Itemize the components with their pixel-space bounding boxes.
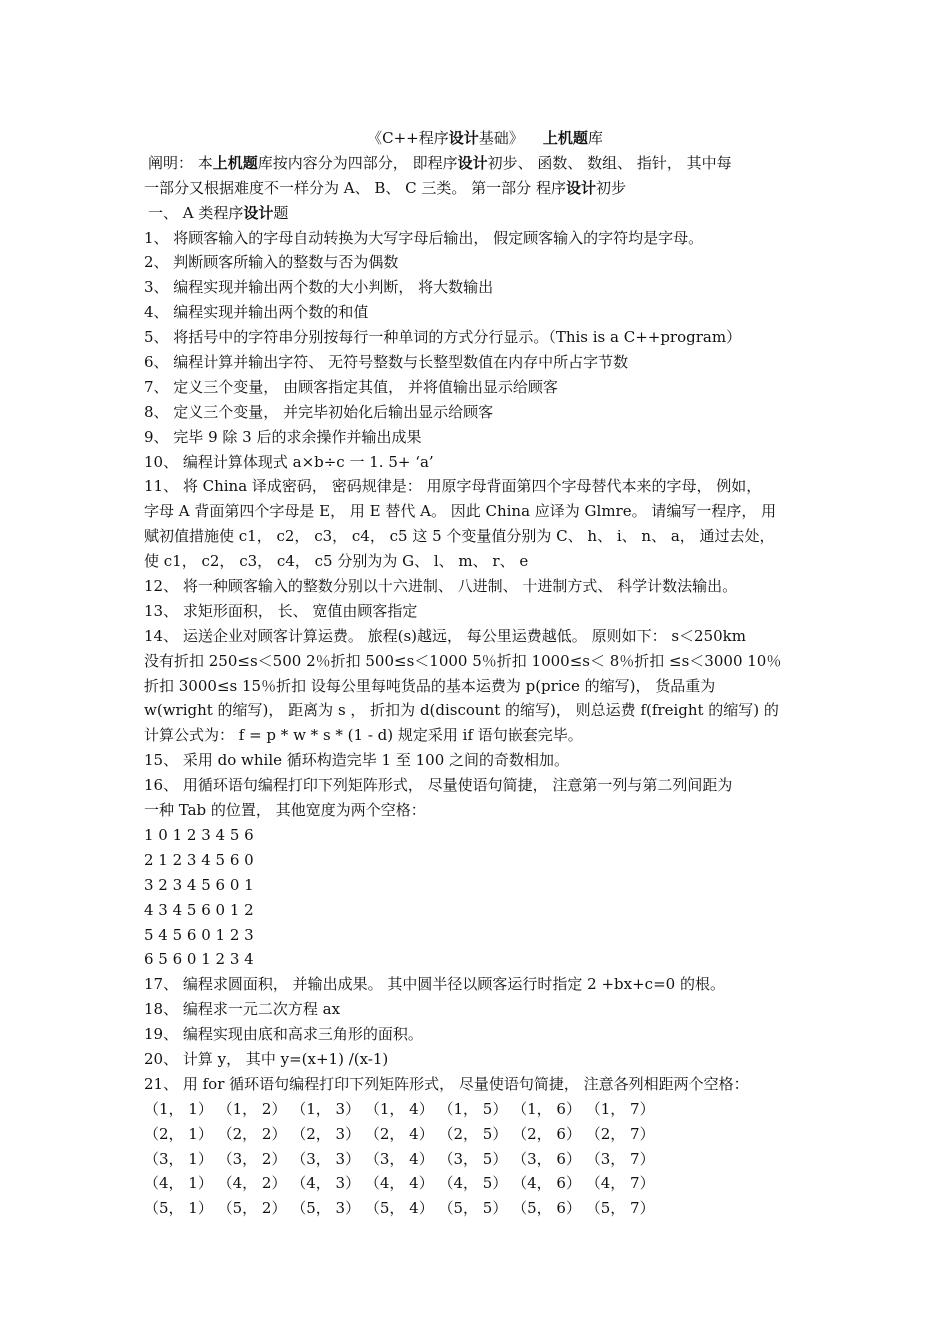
exercise-line: 一种 Tab 的位置， 其他宽度为两个空格：	[144, 801, 426, 820]
exercise-line: 5 4 5 6 0 1 2 3	[144, 925, 254, 944]
exercise-line: 8、 定义三个变量， 并完毕初始化后输出显示给顾客	[144, 402, 494, 421]
exercise-line: 7、 定义三个变量， 由顾客指定其值， 并将值输出显示给顾客	[144, 377, 558, 396]
intro-line-2: 一部分又根据难度不一样分为 A、 B、 C 三类。 第一部分 程序设计初步	[144, 178, 626, 197]
document-page	[144, 126, 820, 1221]
exercise-line: 20、 计算 y， 其中 y=(x+1) /(x-1)	[144, 1049, 389, 1068]
intro-line-1: 阐明： 本上机题库按内容分为四部分， 即程序设计初步、 函数、 数组、 指针， 其中每	[148, 153, 732, 172]
exercise-line: 6、 编程计算并输出字符、 无符号整数与长整型数值在内存中所占字节数	[144, 353, 629, 372]
exercise-line: 3 2 3 4 5 6 0 1	[144, 875, 254, 894]
exercise-line: 4、 编程实现并输出两个数的和值	[144, 303, 369, 322]
exercise-line: 赋初值措施使 c1， c2， c3， c4， c5 这 5 个变量值分别为 C、 h、 i、 n、 a， 通过去处，	[144, 527, 775, 546]
exercise-line: 21、 用 for 循环语句编程打印下列矩阵形式， 尽量使语句简捷， 注意各列相距两个空格：	[144, 1074, 749, 1093]
exercise-line: 5、 将括号中的字符串分别按每行一种单词的方式分行显示。（This is a C++program）	[144, 328, 742, 347]
document-title: 《C++程序设计基础》 上机题库	[367, 129, 603, 147]
exercise-line: 16、 用循环语句编程打印下列矩阵形式， 尽量使语句简捷， 注意第一列与第二列间距为	[144, 776, 733, 795]
exercise-line: w(wright 的缩写)， 距离为 s ， 折扣为 d(discount 的缩写)， 则总运费 f(freight 的缩写) 的	[144, 701, 779, 720]
exercise-line: 1、 将顾客输入的字母自动转换为大写字母后输出， 假定顾客输入的字符均是字母。	[144, 228, 704, 247]
exercise-line: 字母 A 背面第四个字母是 E， 用 E 替代 A。 因此 China 应译为 Glmre。 请编写一程序， 用	[144, 502, 777, 521]
exercise-line: （3， 1） （3， 2） （3， 3） （3， 4） （3， 5） （3， 6） （3， 7）	[144, 1149, 655, 1168]
exercise-line: 2 1 2 3 4 5 6 0	[144, 850, 254, 869]
exercise-line: 15、 采用 do while 循环构造完毕 1 至 100 之间的奇数相加。	[144, 751, 570, 770]
section-heading: 一、 A 类程序设计题	[148, 203, 289, 222]
exercise-line: 13、 求矩形面积， 长、 宽值由顾客指定	[144, 601, 418, 620]
exercise-line: 2、 判断顾客所输入的整数与否为偶数	[144, 253, 399, 272]
exercise-line: 使 c1， c2， c3， c4， c5 分别为为 G、 l、 m、 r、 e	[144, 552, 529, 571]
exercise-line: 10、 编程计算体现式 a×b÷c 一 1. 5+ ‘a’	[144, 452, 434, 471]
exercise-line: 3、 编程实现并输出两个数的大小判断， 将大数输出	[144, 278, 494, 297]
exercise-line: 计算公式为： f = p * w * s * (1 - d) 规定采用 if 语句嵌套完毕。	[144, 726, 583, 745]
exercise-line: （1， 1） （1， 2） （1， 3） （1， 4） （1， 5） （1， 6） （1， 7）	[144, 1099, 655, 1118]
exercise-line: （2， 1） （2， 2） （2， 3） （2， 4） （2， 5） （2， 6） （2， 7）	[144, 1124, 655, 1143]
exercise-line: 19、 编程实现由底和高求三角形的面积。	[144, 1025, 423, 1044]
exercise-line: 18、 编程求一元二次方程 ax	[144, 1000, 341, 1019]
exercise-line: 12、 将一种顾客输入的整数分别以十六进制、 八进制、 十进制方式、 科学计数法输出。	[144, 577, 738, 596]
exercise-line: 6 5 6 0 1 2 3 4	[144, 950, 254, 969]
exercise-list	[144, 226, 820, 1222]
exercise-line: 没有折扣 250≤s＜500 2％折扣 500≤s＜1000 5％折扣 1000≤s＜ 8％折扣 ≤s＜3000 10％	[144, 651, 782, 670]
exercise-line: （4， 1） （4， 2） （4， 3） （4， 4） （4， 5） （4， 6） （4， 7）	[144, 1174, 655, 1193]
exercise-line: 1 0 1 2 3 4 5 6	[144, 825, 254, 844]
exercise-line: 9、 完毕 9 除 3 后的求余操作并输出成果	[144, 427, 422, 446]
exercise-line: 14、 运送企业对顾客计算运费。 旅程(s)越远， 每公里运费越低。 原则如下： s＜250km	[144, 626, 746, 645]
exercise-line: 折扣 3000≤s 15％折扣 设每公里每吨货品的基本运费为 p(price 的缩写)， 货品重为	[144, 676, 716, 695]
exercise-line: 17、 编程求圆面积， 并输出成果。 其中圆半径以顾客运行时指定 2 +bx+c=0 的根。	[144, 975, 725, 994]
exercise-line: 4 3 4 5 6 0 1 2	[144, 900, 254, 919]
exercise-line: （5， 1） （5， 2） （5， 3） （5， 4） （5， 5） （5， 6） （5， 7）	[144, 1199, 655, 1218]
exercise-line: 11、 将 China 译成密码， 密码规律是： 用原字母背面第四个字母替代本来的字母， 例如，	[144, 477, 762, 496]
